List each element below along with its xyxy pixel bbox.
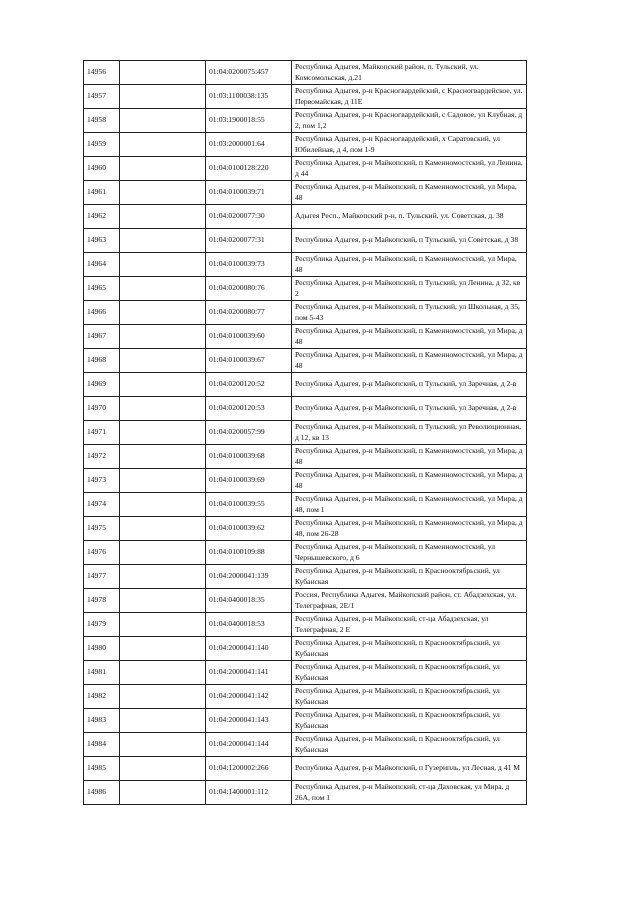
empty-cell <box>120 397 206 421</box>
address-cell: Республика Адыгея, р-н Майкопский, п Краснооктябрьский, ул Кубанская <box>292 565 527 589</box>
empty-cell <box>120 469 206 493</box>
empty-cell <box>120 733 206 757</box>
empty-cell <box>120 589 206 613</box>
empty-cell <box>120 421 206 445</box>
empty-cell <box>120 445 206 469</box>
empty-cell <box>120 757 206 781</box>
cadastral-number-cell: 01:04:0200077:31 <box>206 229 292 253</box>
address-cell: Республика Адыгея, р-н Майкопский, п Тульский, ул Заречная, д 2-в <box>292 397 527 421</box>
row-number-cell: 14971 <box>84 421 120 445</box>
table-row <box>84 253 527 277</box>
cadastral-number-cell: 01:04:0100039:60 <box>206 325 292 349</box>
row-number-cell: 14966 <box>84 301 120 325</box>
cadastral-number-cell: 01:04:0200057:99 <box>206 421 292 445</box>
table-row <box>84 325 527 349</box>
cadastral-number-cell: 01:04:0100109:88 <box>206 541 292 565</box>
row-number-cell: 14976 <box>84 541 120 565</box>
empty-cell <box>120 541 206 565</box>
row-number-cell: 14963 <box>84 229 120 253</box>
cadastral-number-cell: 01:04:1400001:112 <box>206 781 292 805</box>
row-number-cell: 14956 <box>84 61 120 85</box>
cadastral-number-cell: 01:03:1100038:135 <box>206 85 292 109</box>
row-number-cell: 14982 <box>84 685 120 709</box>
table-row <box>84 133 527 157</box>
empty-cell <box>120 109 206 133</box>
table-row <box>84 397 527 421</box>
address-cell: Республика Адыгея, р-н Майкопский, ст-ца Даховская, ул Мира, д 26А, пом 1 <box>292 781 527 805</box>
address-cell: Республика Адыгея, р-н Майкопский, п Каменномостский, ул Мира, 48 <box>292 253 527 277</box>
address-cell: Адыгея Респ., Майкопский р-н, п. Тульский, ул. Советская, д. 38 <box>292 205 527 229</box>
table-row <box>84 445 527 469</box>
address-cell: Республика Адыгея, р-н Майкопский, п Каменномостский, ул Ленина, д 44 <box>292 157 527 181</box>
address-cell: Республика Адыгея, р-н Красногвардейский, с Красногвардейское, ул. Первомайская, д 11Е <box>292 85 527 109</box>
cadastral-number-cell: 01:04:0100039:68 <box>206 445 292 469</box>
table-row <box>84 733 527 757</box>
cadastral-number-cell: 01:04:2000041:139 <box>206 565 292 589</box>
cadastral-number-cell: 01:04:0400018:53 <box>206 613 292 637</box>
cadastral-number-cell: 01:04:0200075:457 <box>206 61 292 85</box>
table-row <box>84 349 527 373</box>
table-row <box>84 157 527 181</box>
address-cell: Россия, Республика Адыгея, Майкопский район, ст. Абадзехская, ул. Телеграфная, 2Е/1 <box>292 589 527 613</box>
address-cell: Республика Адыгея, р-н Красногвардейский, х Саратовский, ул Юбилейная, д 4, пом 1-9 <box>292 133 527 157</box>
table-row <box>84 229 527 253</box>
table-row <box>84 613 527 637</box>
table-row <box>84 709 527 733</box>
empty-cell <box>120 565 206 589</box>
empty-cell <box>120 181 206 205</box>
address-cell: Республика Адыгея, р-н Майкопский, п Каменномостский, ул Мира, д 48 <box>292 469 527 493</box>
empty-cell <box>120 613 206 637</box>
table-row <box>84 685 527 709</box>
address-cell: Республика Адыгея, р-н Майкопский, п Каменномостский, ул Мира, д 48 <box>292 325 527 349</box>
empty-cell <box>120 277 206 301</box>
table-row <box>84 661 527 685</box>
empty-cell <box>120 373 206 397</box>
table-row <box>84 541 527 565</box>
empty-cell <box>120 133 206 157</box>
address-cell: Республика Адыгея, р-н Майкопский, п Каменномостский, ул Мира, д 48 <box>292 349 527 373</box>
table-row <box>84 637 527 661</box>
table-row <box>84 565 527 589</box>
address-cell: Республика Адыгея, р-н Красногвардейский, с Садовое, ул Клубная, д 2, пом 1,2 <box>292 109 527 133</box>
row-number-cell: 14983 <box>84 709 120 733</box>
row-number-cell: 14973 <box>84 469 120 493</box>
address-cell: Республика Адыгея, р-н Майкопский, п Каменномостский, ул Мира, д 48 <box>292 445 527 469</box>
cadastral-number-cell: 01:04:0200080:77 <box>206 301 292 325</box>
cadastral-number-cell: 01:04:0200120:53 <box>206 397 292 421</box>
empty-cell <box>120 85 206 109</box>
cadastral-number-cell: 01:03:1900018:55 <box>206 109 292 133</box>
empty-cell <box>120 517 206 541</box>
cadastral-number-cell: 01:04:1200002:266 <box>206 757 292 781</box>
row-number-cell: 14980 <box>84 637 120 661</box>
empty-cell <box>120 229 206 253</box>
table-body <box>84 61 527 805</box>
row-number-cell: 14968 <box>84 349 120 373</box>
cadastral-number-cell: 01:04:0100039:62 <box>206 517 292 541</box>
row-number-cell: 14984 <box>84 733 120 757</box>
table-row <box>84 589 527 613</box>
row-number-cell: 14959 <box>84 133 120 157</box>
cadastral-number-cell: 01:03:2000001:64 <box>206 133 292 157</box>
empty-cell <box>120 253 206 277</box>
row-number-cell: 14978 <box>84 589 120 613</box>
address-cell: Республика Адыгея, р-н Майкопский, п Каменномостский, ул Чернышевского, д 6 <box>292 541 527 565</box>
empty-cell <box>120 685 206 709</box>
table-row <box>84 469 527 493</box>
table-row <box>84 373 527 397</box>
row-number-cell: 14962 <box>84 205 120 229</box>
address-cell: Республика Адыгея, р-н Майкопский, п Тульский, ул Школьная, д 35, пом 5-43 <box>292 301 527 325</box>
cadastral-number-cell: 01:04:0200080:76 <box>206 277 292 301</box>
table-row <box>84 277 527 301</box>
row-number-cell: 14974 <box>84 493 120 517</box>
table-row <box>84 493 527 517</box>
address-cell: Республика Адыгея, р-н Майкопский, п Краснооктябрьский, ул Кубанская <box>292 685 527 709</box>
cadastral-number-cell: 01:04:2000041:141 <box>206 661 292 685</box>
property-registry-table <box>83 60 527 805</box>
address-cell: Республика Адыгея, р-н Майкопский, п Краснооктябрьский, ул Кубанская <box>292 637 527 661</box>
address-cell: Республика Адыгея, Майкопский район, п. Тульский, ул. Комсомольская, д.21 <box>292 61 527 85</box>
row-number-cell: 14965 <box>84 277 120 301</box>
empty-cell <box>120 349 206 373</box>
row-number-cell: 14985 <box>84 757 120 781</box>
address-cell: Республика Адыгея, р-н Майкопский, ст-ца Абадзехская, ул Телеграфная, 2 Е <box>292 613 527 637</box>
row-number-cell: 14972 <box>84 445 120 469</box>
empty-cell <box>120 709 206 733</box>
cadastral-number-cell: 01:04:0100039:71 <box>206 181 292 205</box>
row-number-cell: 14969 <box>84 373 120 397</box>
row-number-cell: 14964 <box>84 253 120 277</box>
row-number-cell: 14967 <box>84 325 120 349</box>
table-row <box>84 781 527 805</box>
cadastral-number-cell: 01:04:2000041:140 <box>206 637 292 661</box>
table-row <box>84 109 527 133</box>
address-cell: Республика Адыгея, р-н Майкопский, п Тульский, ул Революционная, д 12, кв 13 <box>292 421 527 445</box>
address-cell: Республика Адыгея, р-н Майкопский, п Тульский, ул Ленина, д 32, кв 2 <box>292 277 527 301</box>
table-row <box>84 757 527 781</box>
cadastral-number-cell: 01:04:2000041:143 <box>206 709 292 733</box>
row-number-cell: 14958 <box>84 109 120 133</box>
table-row <box>84 61 527 85</box>
row-number-cell: 14975 <box>84 517 120 541</box>
cadastral-number-cell: 01:04:0100039:69 <box>206 469 292 493</box>
table-row <box>84 85 527 109</box>
row-number-cell: 14979 <box>84 613 120 637</box>
table-row <box>84 517 527 541</box>
table-row <box>84 205 527 229</box>
cadastral-number-cell: 01:04:0100039:55 <box>206 493 292 517</box>
address-cell: Республика Адыгея, р-н Майкопский, п Каменномостский, ул Мира, 48 <box>292 181 527 205</box>
row-number-cell: 14986 <box>84 781 120 805</box>
cadastral-number-cell: 01:04:0100039:67 <box>206 349 292 373</box>
row-number-cell: 14981 <box>84 661 120 685</box>
table-row <box>84 181 527 205</box>
cadastral-number-cell: 01:04:0100039:73 <box>206 253 292 277</box>
table-row <box>84 421 527 445</box>
empty-cell <box>120 205 206 229</box>
empty-cell <box>120 325 206 349</box>
row-number-cell: 14977 <box>84 565 120 589</box>
row-number-cell: 14970 <box>84 397 120 421</box>
address-cell: Республика Адыгея, р-н Майкопский, п Тульский, ул Заречная, д 2-в <box>292 373 527 397</box>
cadastral-number-cell: 01:04:2000041:142 <box>206 685 292 709</box>
empty-cell <box>120 493 206 517</box>
empty-cell <box>120 781 206 805</box>
empty-cell <box>120 637 206 661</box>
empty-cell <box>120 301 206 325</box>
address-cell: Республика Адыгея, р-н Майкопский, п Тульский, ул Советская, д 38 <box>292 229 527 253</box>
row-number-cell: 14961 <box>84 181 120 205</box>
table-row <box>84 301 527 325</box>
row-number-cell: 14960 <box>84 157 120 181</box>
address-cell: Республика Адыгея, р-н Майкопский, п Краснооктябрьский, ул Кубанская <box>292 661 527 685</box>
address-cell: Республика Адыгея, р-н Майкопский, п Краснооктябрьский, ул Кубанская <box>292 709 527 733</box>
address-cell: Республика Адыгея, р-н Майкопский, п Краснооктябрьский, ул Кубанская <box>292 733 527 757</box>
empty-cell <box>120 157 206 181</box>
row-number-cell: 14957 <box>84 85 120 109</box>
cadastral-number-cell: 01:04:0400018:35 <box>206 589 292 613</box>
cadastral-number-cell: 01:04:0200077:30 <box>206 205 292 229</box>
cadastral-number-cell: 01:04:2000041:144 <box>206 733 292 757</box>
address-cell: Республика Адыгея, р-н Майкопский, п Каменномостский, ул Мира, д 48, пом 26-28 <box>292 517 527 541</box>
address-cell: Республика Адыгея, р-н Майкопский, п Каменномостский, ул Мира, д 48, пом 1 <box>292 493 527 517</box>
empty-cell <box>120 661 206 685</box>
cadastral-number-cell: 01:04:0100128:220 <box>206 157 292 181</box>
empty-cell <box>120 61 206 85</box>
cadastral-number-cell: 01:04:0200120:52 <box>206 373 292 397</box>
address-cell: Республика Адыгея, р-н Майкопский, п Гузерипль, ул Лесная, д 41 М <box>292 757 527 781</box>
